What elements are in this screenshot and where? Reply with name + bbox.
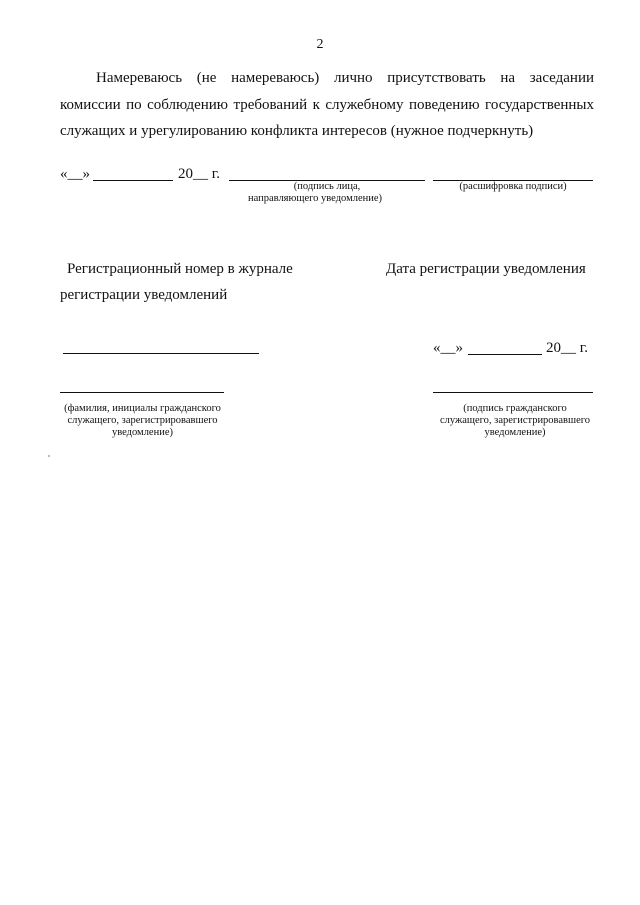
signature-caption-line-2: направляющего уведомление): [247, 193, 383, 204]
registered-by-name-line: [60, 392, 224, 393]
decoding-caption: (расшифровка подписи): [459, 181, 567, 192]
signature-date-blank-line: [93, 180, 173, 181]
registration-date-blank-line: [468, 354, 542, 355]
registration-year: 20__ г.: [546, 340, 588, 356]
scan-speck: [48, 455, 50, 457]
registration-date-prefix: «__»: [433, 340, 463, 356]
left-caption-line-2: служащего, зарегистрировавшего: [67, 415, 218, 426]
signature-caption-line-1: (подпись лица,: [293, 181, 361, 192]
registration-number-line: [63, 353, 259, 354]
registration-number-label-line-1: Регистрационный номер в журнале: [67, 261, 293, 277]
registration-date-label: Дата регистрации уведомления: [386, 261, 586, 277]
right-caption-line-2: служащего, зарегистрировавшего: [439, 415, 591, 426]
right-caption-line-3: уведомление): [484, 427, 546, 438]
signature-date-prefix: «__»: [60, 166, 90, 182]
signature-year: 20__ г.: [178, 166, 220, 182]
right-caption-line-1: (подпись гражданского: [463, 403, 567, 414]
page-number: 2: [316, 37, 324, 52]
paragraph-line-2: комиссии по соблюдению требований к служебному поведению государственных: [60, 97, 594, 113]
registered-by-signature-line: [433, 392, 593, 393]
paragraph-line-1: Намереваюсь (не намереваюсь) лично присутствовать на заседании: [96, 70, 594, 86]
left-caption-line-3: уведомление): [111, 427, 173, 438]
left-caption-line-1: (фамилия, инициалы гражданского: [64, 403, 221, 414]
registration-number-label-line-2: регистрации уведомлений: [60, 287, 228, 303]
paragraph-line-3: служащих и урегулированию конфликта интересов (нужное подчеркнуть): [60, 123, 534, 139]
